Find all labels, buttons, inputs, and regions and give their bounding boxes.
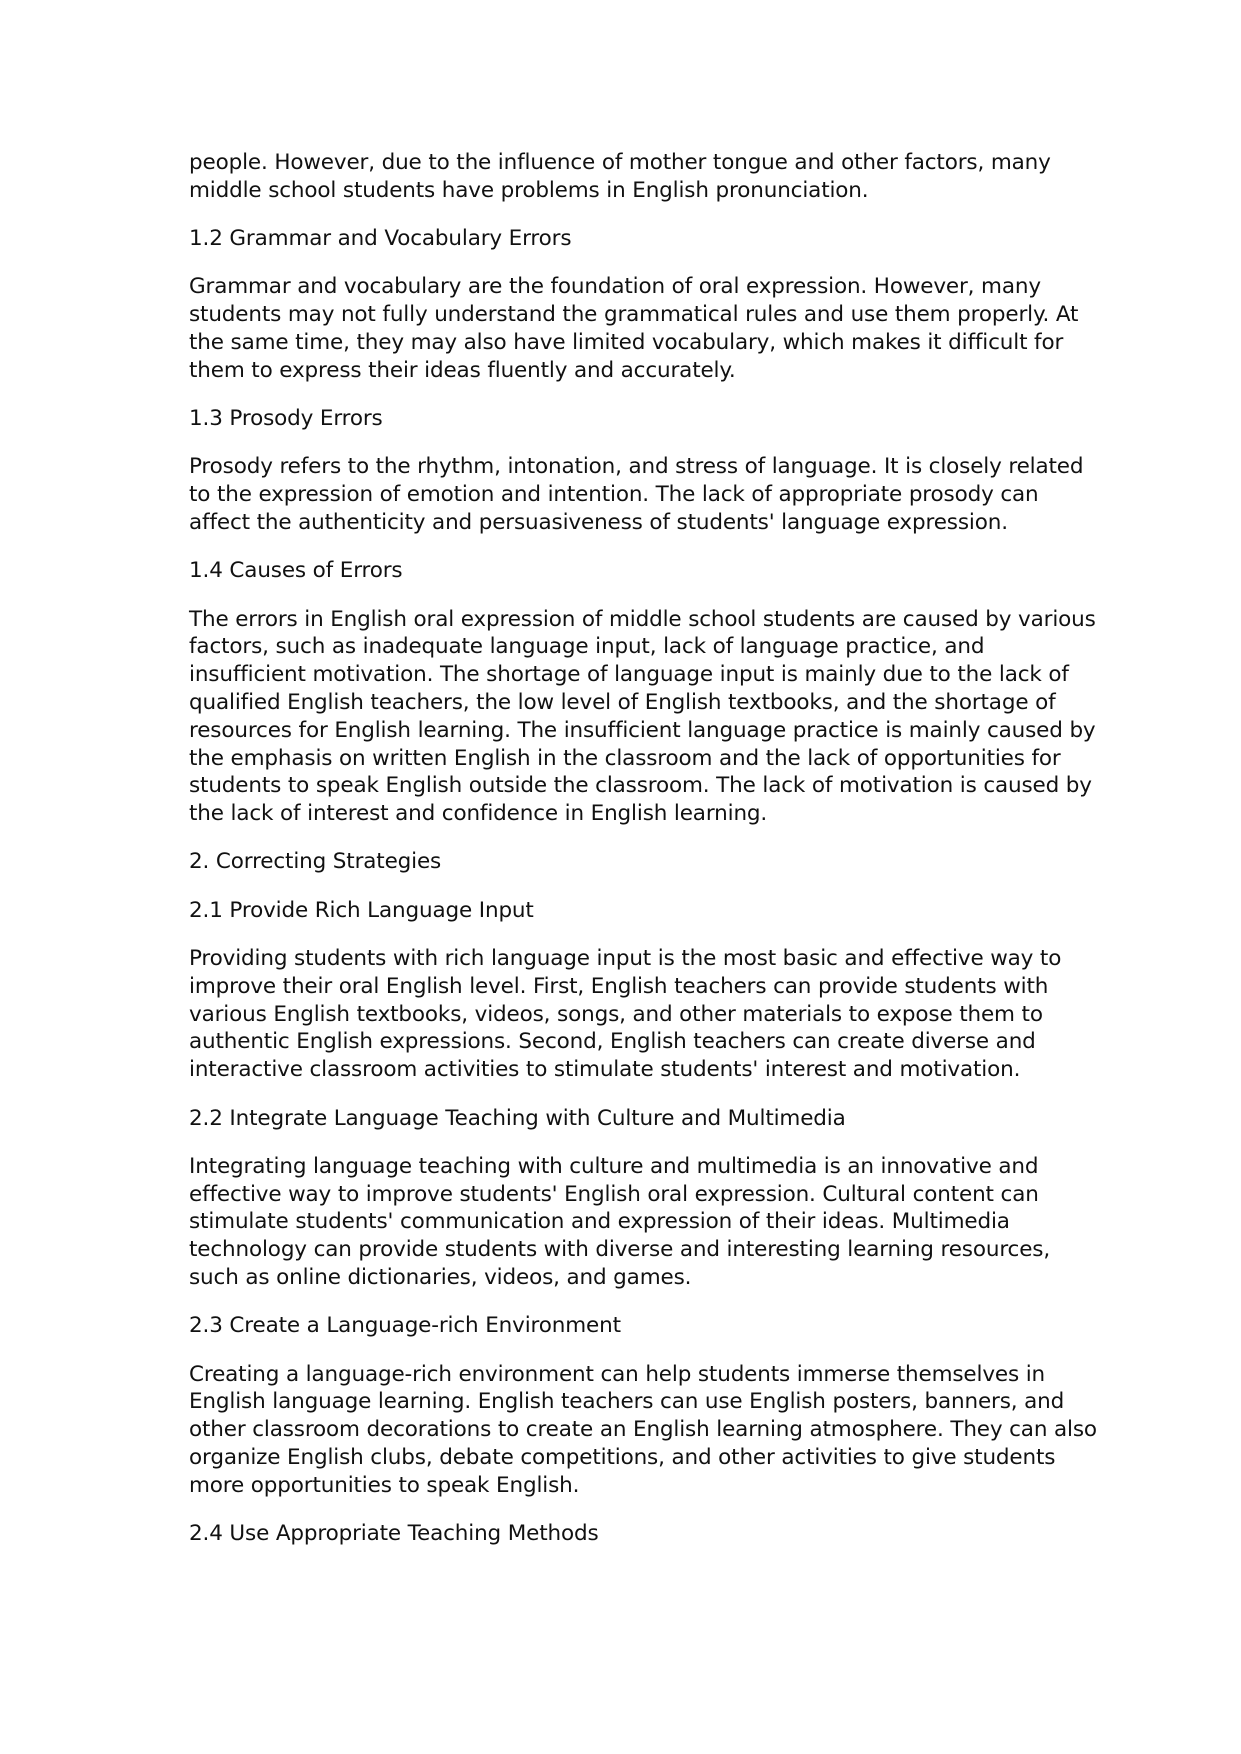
text-line: insufficient motivation. The shortage of language input is mainly due to the lack of [189, 662, 1069, 688]
section-heading-2-2 [189, 1105, 1069, 1133]
text-line: qualified English teachers, the low level of English textbooks, and the shortage of [189, 689, 1056, 715]
text-line: Grammar and vocabulary are the foundation of oral expression. However, many [189, 274, 1041, 300]
text-line: authentic English expressions. Second, English teachers can create diverse and [189, 1029, 1036, 1055]
text-line: Creating a language-rich environment can help students immerse themselves in [189, 1361, 1046, 1387]
text-line: various English textbooks, videos, songs, and other materials to expose them to [189, 1001, 1043, 1027]
paragraph-culture-multimedia [189, 1153, 1069, 1292]
text-line: English language learning. English teachers can use English posters, banners, and [189, 1389, 1065, 1415]
heading-text: 1.3 Prosody Errors [189, 406, 383, 432]
section-heading-1-3 [189, 405, 1069, 433]
text-line: effective way to improve students' English oral expression. Cultural content can [189, 1181, 1039, 1207]
text-line: Providing students with rich language input is the most basic and effective way to [189, 946, 1062, 972]
text-line: The errors in English oral expression of middle school students are caused by various [189, 606, 1096, 632]
heading-text: 2. Correcting Strategies [189, 849, 442, 875]
section-heading-2-1 [189, 897, 1069, 925]
section-heading-2 [189, 848, 1069, 876]
section-heading-1-2 [189, 225, 1069, 253]
heading-text: 1.2 Grammar and Vocabulary Errors [189, 226, 572, 252]
paragraph-causes [189, 606, 1096, 828]
heading-text: 2.2 Integrate Language Teaching with Culture and Multimedia [189, 1105, 846, 1131]
paragraph-prosody [189, 453, 1084, 536]
heading-text: 2.1 Provide Rich Language Input [189, 897, 534, 923]
heading-text: 2.3 Create a Language-rich Environment [189, 1313, 621, 1339]
paragraph-grammar-vocabulary [189, 273, 1079, 384]
paragraph-language-input [189, 945, 1069, 1084]
paragraph-pronunciation-continued [189, 149, 1069, 205]
text-line: improve their oral English level. First, English teachers can provide students with [189, 973, 1049, 999]
text-line: such as online dictionaries, videos, and games. [189, 1265, 692, 1290]
text-line: students may not fully understand the grammatical rules and use them properly. At [189, 302, 1079, 328]
document-page [189, 149, 1097, 1548]
text-line: factors, such as inadequate language input, lack of language practice, and [189, 634, 985, 660]
section-heading-2-4 [189, 1520, 1069, 1548]
heading-text: 1.4 Causes of Errors [189, 558, 403, 584]
text-line: Integrating language teaching with culture and multimedia is an innovative and [189, 1153, 1039, 1179]
text-line: affect the authenticity and persuasiveness of students' language expression. [189, 509, 1008, 535]
text-line: Prosody refers to the rhythm, intonation, and stress of language. It is closely related [189, 454, 1084, 480]
section-heading-1-4 [189, 557, 1069, 585]
text-line: technology can provide students with diverse and interesting learning resources, [189, 1237, 1051, 1263]
text-line: organize English clubs, debate competitions, and other activities to give students [189, 1444, 1056, 1470]
text-line: more opportunities to speak English. [189, 1472, 580, 1498]
text-line: students to speak English outside the classroom. The lack of motivation is caused by [189, 773, 1092, 799]
paragraph-language-rich-environment [189, 1361, 1097, 1500]
text-line: the lack of interest and confidence in English learning. [189, 801, 768, 827]
text-line: resources for English learning. The insufficient language practice is mainly caused by [189, 717, 1096, 743]
section-heading-2-3 [189, 1312, 1069, 1340]
text-line: the emphasis on written English in the classroom and the lack of opportunities for [189, 745, 1061, 771]
text-line: middle school students have problems in English pronunciation. [189, 177, 869, 203]
text-line: the same time, they may also have limited vocabulary, which makes it difficult for [189, 329, 1064, 355]
heading-text: 2.4 Use Appropriate Teaching Methods [189, 1521, 599, 1547]
text-line: them to express their ideas fluently and accurately. [189, 357, 736, 383]
text-line: people. However, due to the influence of mother tongue and other factors, many [189, 150, 1051, 175]
text-line: other classroom decorations to create an English learning atmosphere. They can also [189, 1417, 1097, 1443]
text-line: to the expression of emotion and intention. The lack of appropriate prosody can [189, 482, 1039, 508]
text-line: stimulate students' communication and expression of their ideas. Multimedia [189, 1209, 1010, 1235]
text-line: interactive classroom activities to stimulate students' interest and motivation. [189, 1057, 1021, 1083]
